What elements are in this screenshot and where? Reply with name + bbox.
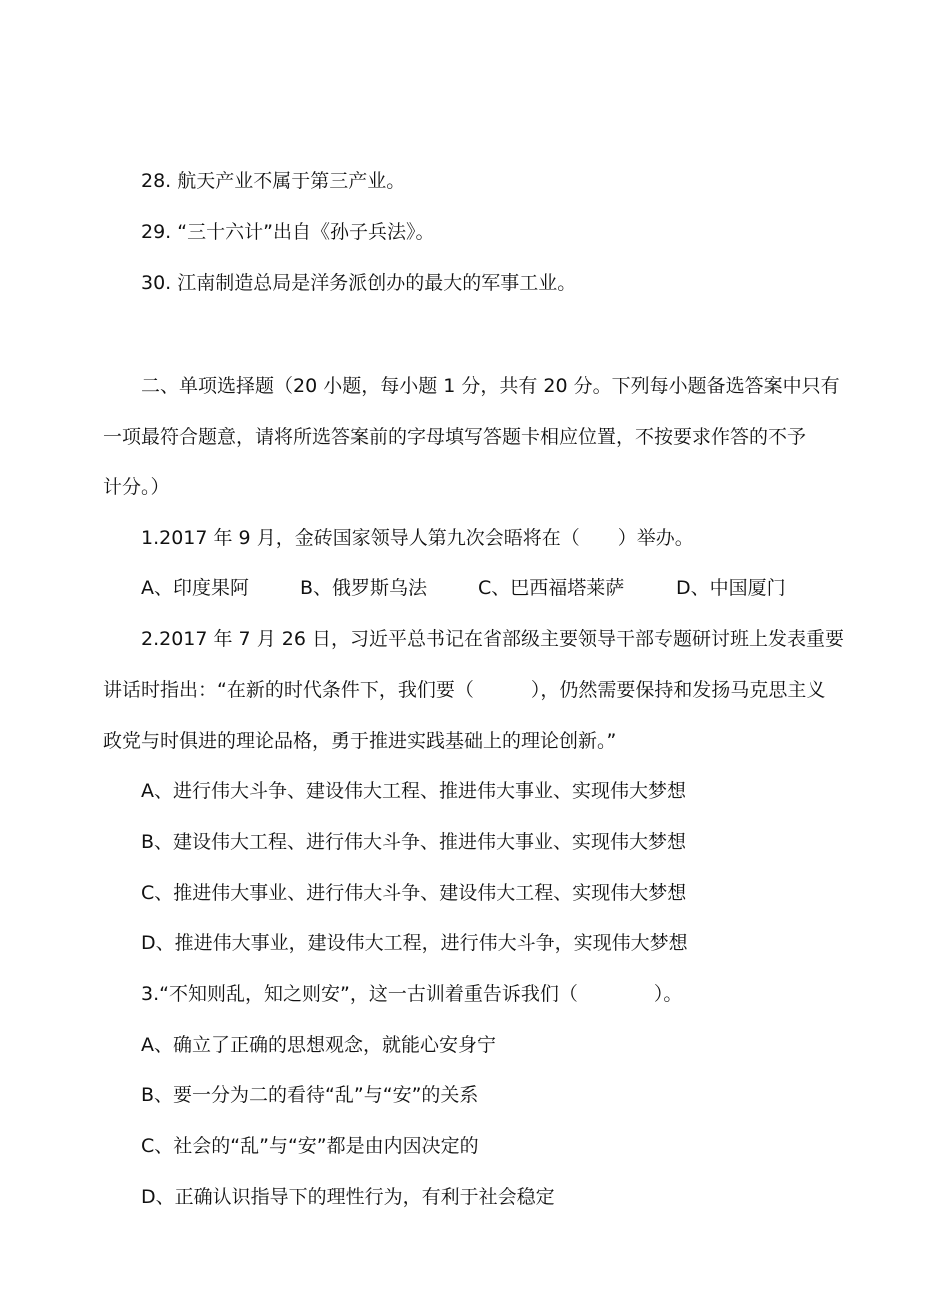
- question-2-option-d: D、推进伟大事业，建设伟大工程，进行伟大斗争，实现伟大梦想: [141, 932, 688, 954]
- question-28: 28. 航天产业不属于第三产业。: [141, 170, 406, 192]
- question-2-stem-line-2: 讲话时指出：“在新的时代条件下，我们要（ ），仍然需要保持和发扬马克思主义: [103, 679, 826, 701]
- section-header-line-3: 计分。）: [103, 476, 170, 498]
- question-3-option-c: C、社会的“乱”与“安”都是由内因决定的: [141, 1135, 479, 1157]
- question-1-options: [141, 575, 841, 601]
- question-2-option-c: C、推进伟大事业、进行伟大斗争、建设伟大工程、实现伟大梦想: [141, 882, 687, 904]
- question-30: 30. 江南制造总局是洋务派创办的最大的军事工业。: [141, 272, 577, 294]
- option-a: A、印度果阿: [141, 577, 249, 599]
- question-3-stem: 3.“不知则乱，知之则安”，这一古训着重告诉我们（ ）。: [141, 983, 683, 1005]
- question-2-option-a: A、进行伟大斗争、建设伟大工程、推进伟大事业、实现伟大梦想: [141, 780, 686, 802]
- option-d: D、中国厦门: [676, 577, 786, 599]
- question-29: 29. “三十六计”出自《孙子兵法》。: [141, 221, 435, 243]
- question-2-stem-line-3: 政党与时俱进的理论品格，勇于推进实践基础上的理论创新。”: [103, 730, 617, 752]
- question-2-stem-line-1: 2.2017 年 7 月 26 日，习近平总书记在省部级主要领导干部专题研讨班上发表重要: [141, 628, 844, 650]
- question-3-option-a: A、确立了正确的思想观念，就能心安身宁: [141, 1034, 496, 1056]
- question-3-option-d: D、正确认识指导下的理性行为，有利于社会稳定: [141, 1186, 555, 1208]
- section-header-line-2: 一项最符合题意，请将所选答案前的字母填写答题卡相应位置，不按要求作答的不予: [103, 426, 807, 448]
- section-header-line-1: 二、单项选择题（20 小题，每小题 1 分，共有 20 分。下列每小题备选答案中只有: [141, 375, 840, 397]
- question-1-stem: 1.2017 年 9 月，金砖国家领导人第九次会晤将在（ ）举办。: [141, 527, 694, 549]
- question-2-option-b: B、建设伟大工程、进行伟大斗争、推进伟大事业、实现伟大梦想: [141, 831, 687, 853]
- option-b: B、俄罗斯乌法: [300, 577, 428, 599]
- option-c: C、巴西福塔莱萨: [478, 577, 625, 599]
- question-3-option-b: B、要一分为二的看待“乱”与“安”的关系: [141, 1084, 479, 1106]
